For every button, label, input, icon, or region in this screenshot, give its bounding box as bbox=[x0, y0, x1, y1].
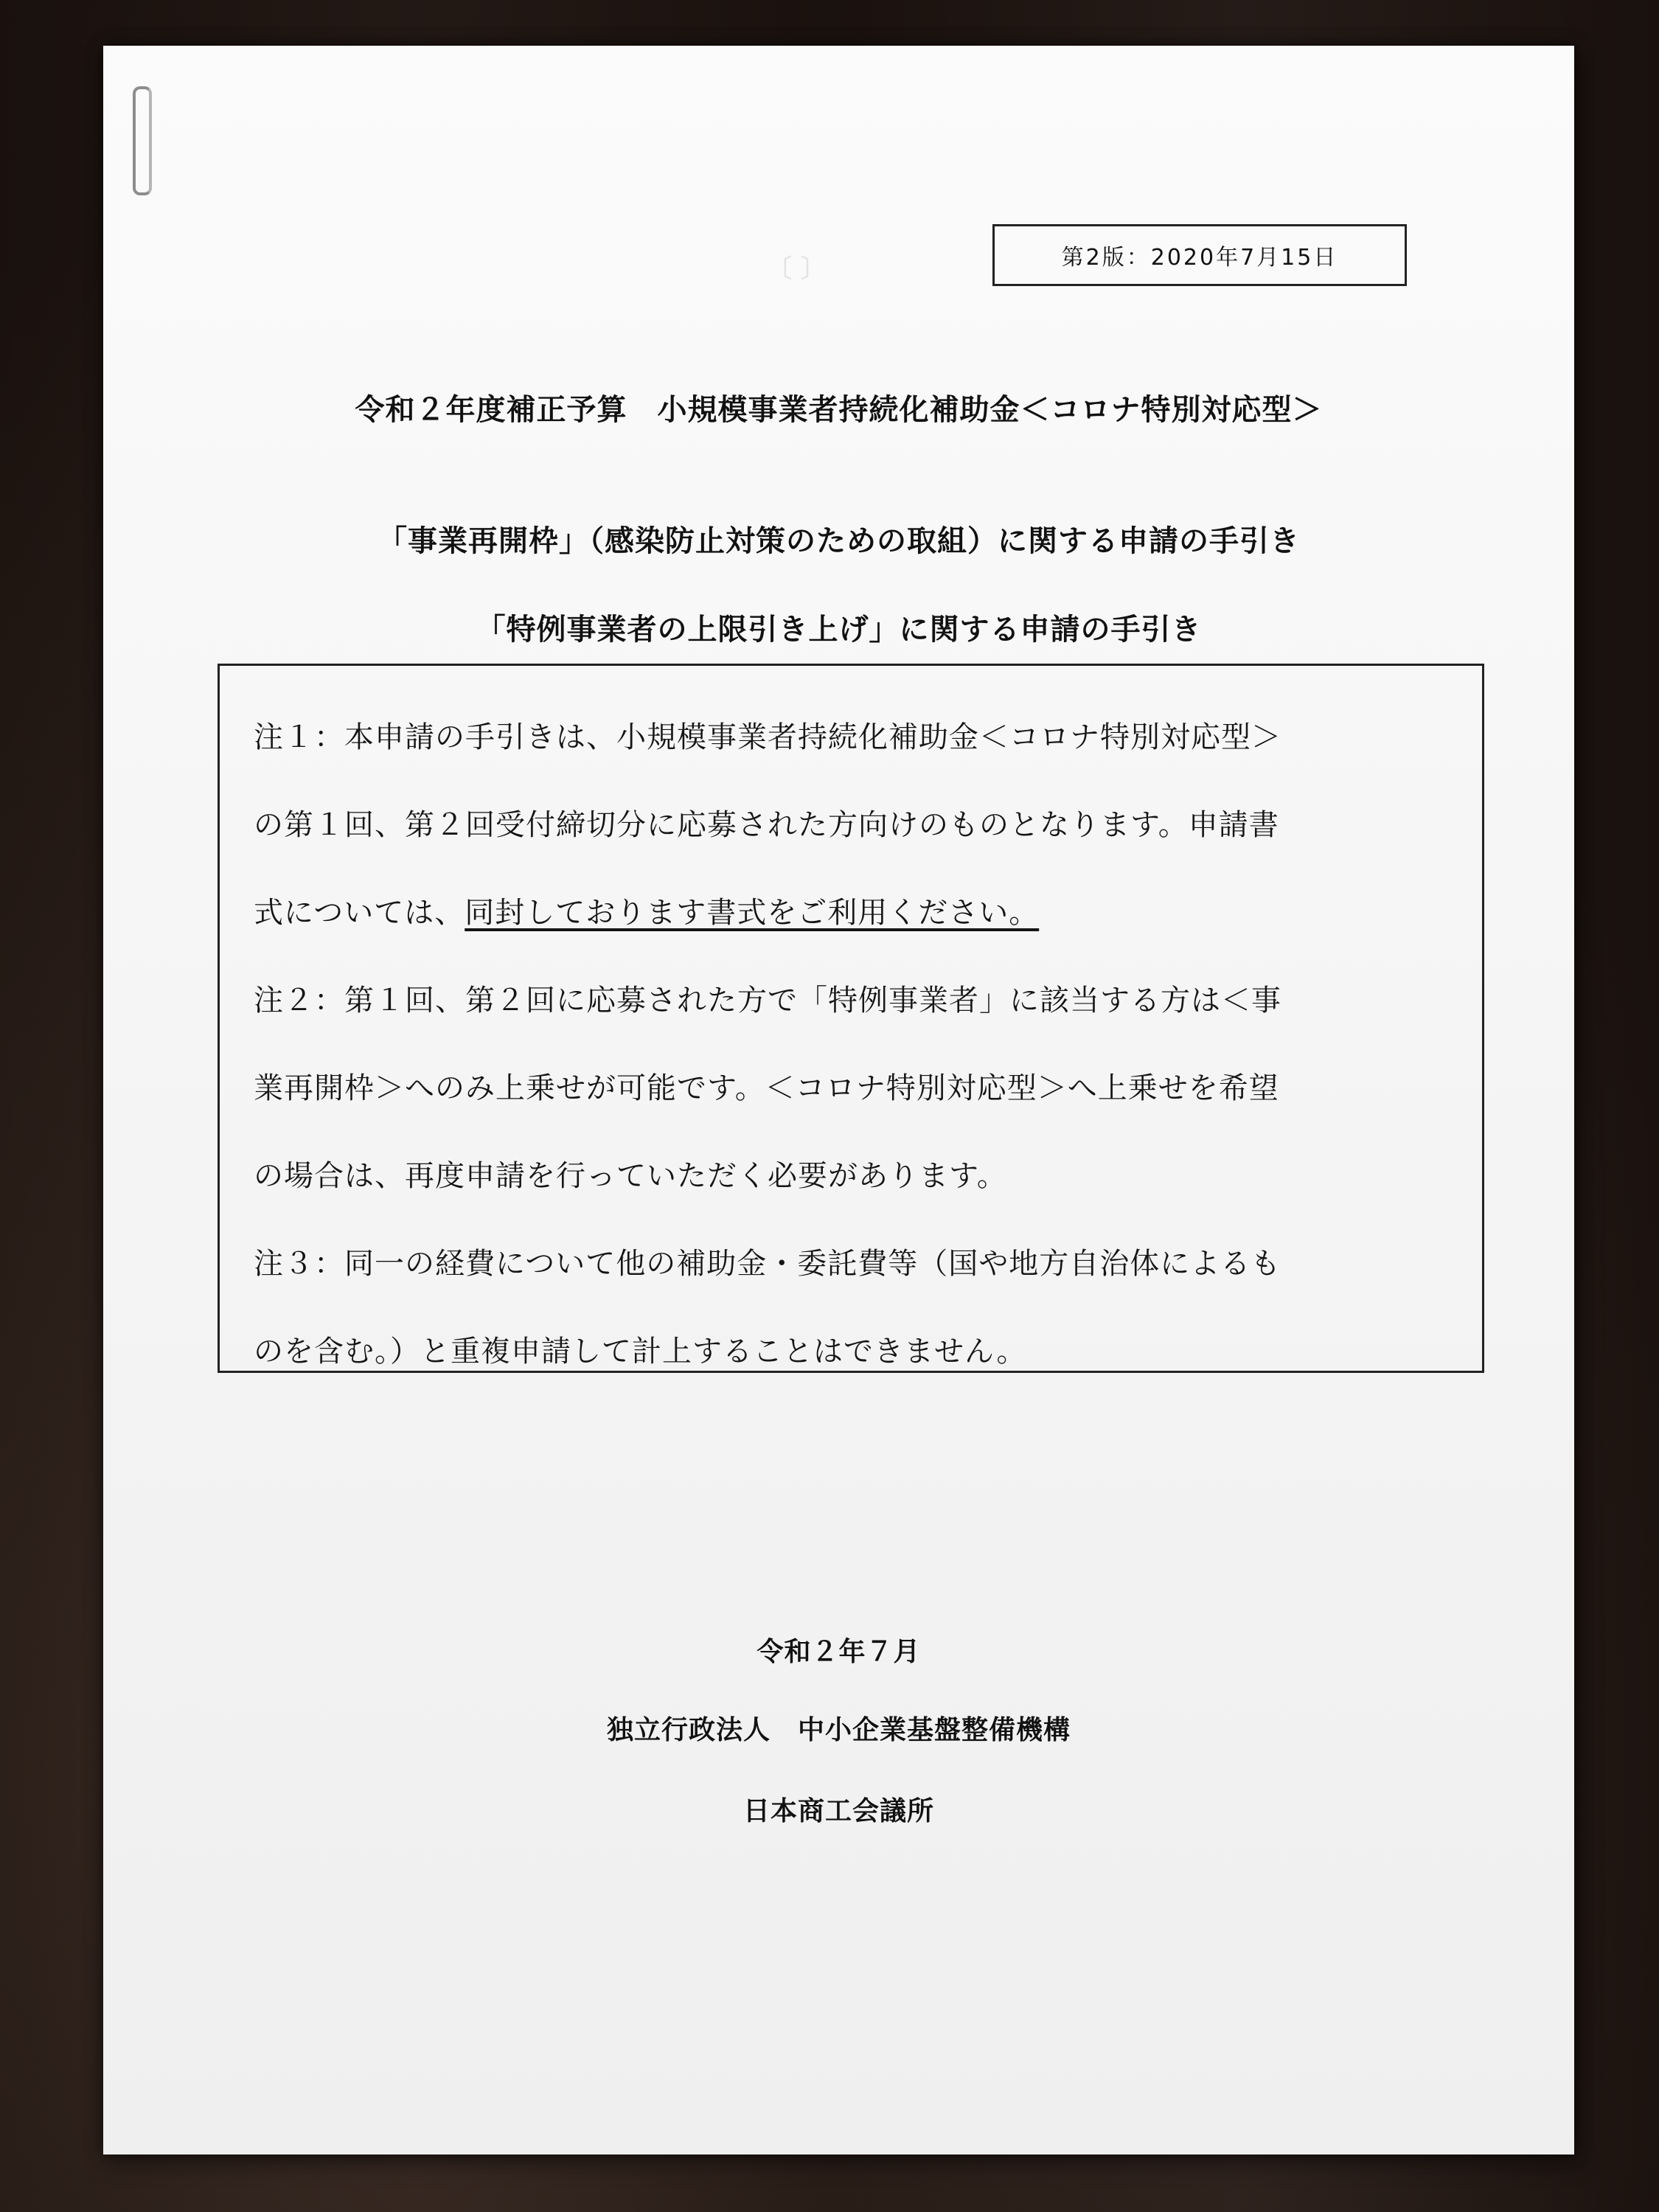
note-line: 注２：第１回、第２回に応募された方で「特例事業者」に該当する方は＜事 bbox=[254, 984, 1281, 1018]
footer-organization-2: 日本商工会議所 bbox=[742, 1796, 934, 1826]
show-through-mark: 〔 〕 bbox=[767, 254, 826, 284]
note-line: 注１：本申請の手引きは、小規模事業者持続化補助金＜コロナ特別対応型＞ bbox=[254, 720, 1281, 754]
title-line-3: 「特例事業者の上限引き上げ」に関する申請の手引き bbox=[476, 613, 1202, 647]
document-page bbox=[103, 46, 1574, 2154]
version-box bbox=[992, 224, 1407, 286]
note-line: 注３：同一の経費について他の補助金・委託費等（国や地方自治体によるも bbox=[254, 1247, 1281, 1281]
version-label: 第2版：2020年7月15日 bbox=[1061, 245, 1338, 271]
notes-box bbox=[218, 664, 1484, 1373]
title-line-1: 令和２年度補正予算 小規模事業者持続化補助金＜コロナ特別対応型＞ bbox=[355, 393, 1323, 427]
note-line: の場合は、再度申請を行っていただく必要があります。 bbox=[254, 1159, 1007, 1193]
note-line: 業再開枠＞へのみ上乗せが可能です。＜コロナ特別対応型＞へ上乗せを希望 bbox=[254, 1071, 1279, 1105]
note-line: の第１回、第２回受付締切分に応募された方向けのものとなります。申請書 bbox=[254, 808, 1279, 842]
footer-organization-1: 独立行政法人 中小企業基盤整備機構 bbox=[606, 1715, 1071, 1745]
footer-date: 令和２年７月 bbox=[757, 1637, 921, 1667]
title-line-2: 「事業再開枠」（感染防止対策のための取組）に関する申請の手引き bbox=[378, 524, 1300, 558]
note-text: 式については、 bbox=[254, 896, 465, 930]
staple-icon bbox=[133, 86, 152, 195]
note-line: のを含む。）と重複申請して計上することはできません。 bbox=[254, 1335, 1027, 1368]
note-line bbox=[254, 869, 1463, 957]
underlined-note-text: 同封しております書式をご利用ください。 bbox=[465, 896, 1040, 930]
